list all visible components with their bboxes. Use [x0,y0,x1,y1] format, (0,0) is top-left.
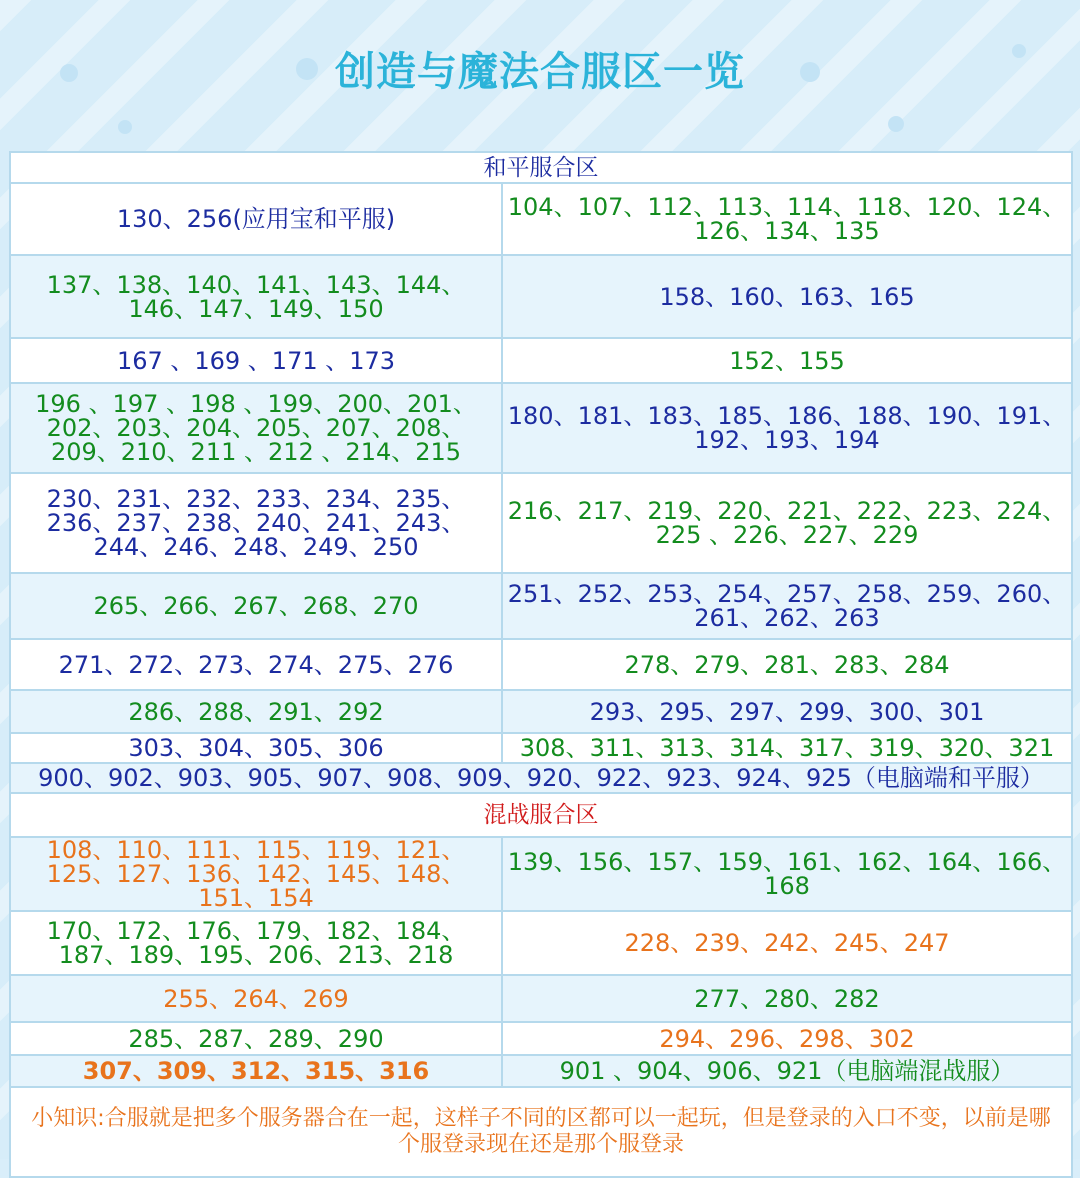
mixed-row-1-left: 108、110、111、115、119、121、125、127、136、142、145、148、151、154 [10,837,502,911]
table-row [10,690,1072,733]
peace-row-5-left: 230、231、232、233、234、235、236、237、238、240、241、243、244、246、248、249、250 [10,473,502,573]
peace-row-7-right: 278、279、281、283、284 [502,639,1072,690]
mixed-row-1-right: 139、156、157、159、161、162、164、166、168 [502,837,1072,911]
peace-row-6-right: 251、252、253、254、257、258、259、260、261、262、263 [502,573,1072,639]
peace-row-3-right: 152、155 [502,338,1072,383]
table-row [10,975,1072,1022]
peace-row-8-right: 293、295、297、299、300、301 [502,690,1072,733]
server-merge-table [9,151,1073,1178]
mixed-row-5-left: 307、309、312、315、316 [10,1055,502,1087]
mixed-row-4-right: 294、296、298、302 [502,1022,1072,1055]
table-row [10,911,1072,975]
mixed-row-5-right: 901 、904、906、921（电脑端混战服） [502,1055,1072,1087]
section-title-mixed: 混战服合区 [10,793,1072,837]
table-row [10,383,1072,473]
peace-row-4-left: 196 、197 、198 、199、200、201、202、203、204、205、207、208、209、210、211 、212 、214、215 [10,383,502,473]
note-row [10,1087,1072,1177]
peace-pc-row: 900、902、903、905、907、908、909、920、922、923、924、925（电脑端和平服） [10,763,1072,793]
peace-row-3-left: 167 、169 、171 、173 [10,338,502,383]
table-row [10,763,1072,793]
table-row [10,573,1072,639]
mixed-row-2-right: 228、239、242、245、247 [502,911,1072,975]
section-title-peace: 和平服合区 [10,152,1072,183]
peace-row-2-right: 158、160、163、165 [502,255,1072,338]
mixed-row-3-right: 277、280、282 [502,975,1072,1022]
peace-row-2-left: 137、138、140、141、143、144、146、147、149、150 [10,255,502,338]
mixed-row-3-left: 255、264、269 [10,975,502,1022]
table-row [10,639,1072,690]
table-row [10,473,1072,573]
peace-row-5-right: 216、217、219、220、221、222、223、224、225 、226、227、229 [502,473,1072,573]
peace-row-9-right: 308、311、313、314、317、319、320、321 [502,733,1072,763]
mixed-row-4-left: 285、287、289、290 [10,1022,502,1055]
section-header-peace [10,152,1072,183]
note-text: 小知识:合服就是把多个服务器合在一起，这样子不同的区都可以一起玩，但是登录的入口不变，以前是哪个服登录现在还是那个服登录 [10,1087,1072,1177]
page-title: 创造与魔法合服区一览 [335,49,745,95]
decor-dot [118,120,132,134]
section-header-mixed [10,793,1072,837]
table-row [10,1055,1072,1087]
table-row [10,338,1072,383]
table-row [10,837,1072,911]
peace-row-1-right: 104、107、112、113、114、118、120、124、126、134、135 [502,183,1072,255]
peace-row-6-left: 265、266、267、268、270 [10,573,502,639]
table-row [10,1022,1072,1055]
peace-row-1-left: 130、256(应用宝和平服) [10,183,502,255]
table-row [10,183,1072,255]
decor-dot [888,116,904,132]
table-row [10,255,1072,338]
peace-row-9-left: 303、304、305、306 [10,733,502,763]
peace-row-8-left: 286、288、291、292 [10,690,502,733]
table-row [10,733,1072,763]
mixed-row-2-left: 170、172、176、179、182、184、187、189、195、206、213、218 [10,911,502,975]
peace-row-7-left: 271、272、273、274、275、276 [10,639,502,690]
peace-row-4-right: 180、181、183、185、186、188、190、191、192、193、194 [502,383,1072,473]
